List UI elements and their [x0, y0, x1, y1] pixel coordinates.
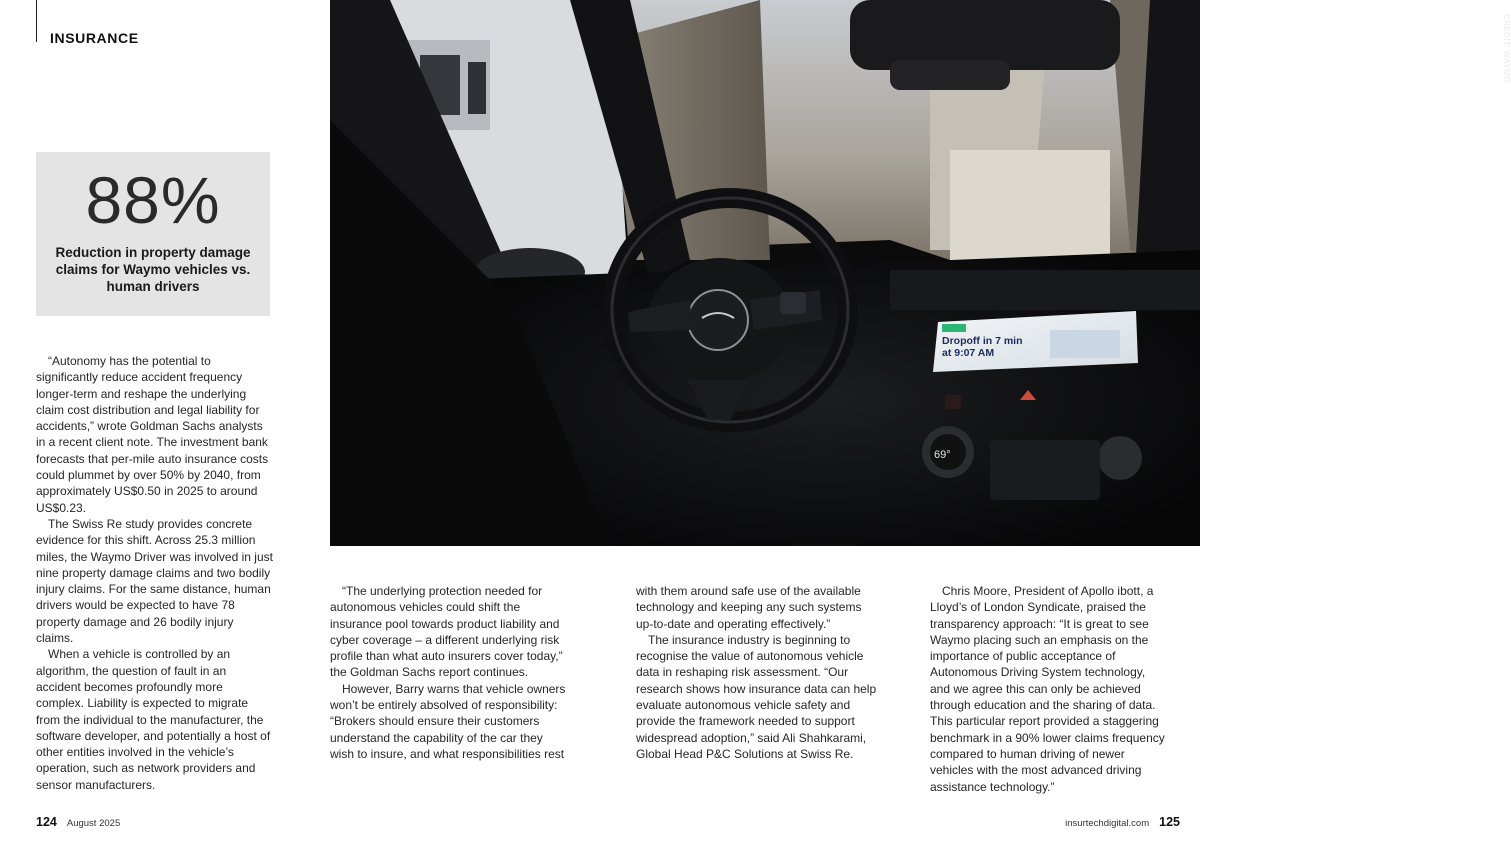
screen-headline-1: Dropoff in 7 min	[942, 335, 1023, 347]
stat-number: 88%	[85, 163, 221, 237]
photo-credit: CREDIT: WAYMO	[1502, 14, 1511, 83]
paragraph: Chris Moore, President of Apollo ibott, a Lloyd’s of London Syndicate, praised the transparency approach: “It is great to see Waymo placing such an emphasis on the importance of public acceptance of Autonomous Driving System technology, and we agree this can only be achieved through education and the sharing of data. This particular report provided a staggering benchmark in a 90% lower claims frequency compared to human driving of newer vehicles with the most advanced driving assistance technology.”	[930, 584, 1165, 794]
body-column-2	[330, 583, 566, 762]
paragraph: “Autonomy has the potential to significantly reduce accident frequency longer-term and reshape the underlying claim cost distribution and legal liability for accidents,” wrote Goldman Sachs analysts in a recent client note. The investment bank forecasts that per-mile auto insurance costs could plummet by over 50% by 2040, from approximately US$0.50 in 2025 to around US$0.23.	[36, 354, 269, 515]
paragraph: However, Barry warns that vehicle owners won’t be entirely absolved of responsibility: “Brokers should ensure their customers understand the capability of the car they wish to insure, and what responsibilities rest	[330, 681, 566, 761]
paragraph: “The underlying protection needed for autonomous vehicles could shift the insurance pool towards product liability and cyber coverage – a different underlying risk profile than what auto insurers cover today,” the Goldman Sachs report continues.	[330, 584, 563, 680]
body-column-3	[636, 583, 878, 762]
page-number-right: 125	[1159, 815, 1180, 829]
site-url: insurtechdigital.com	[1065, 818, 1150, 829]
footer-left	[36, 815, 120, 829]
issue-date: August 2025	[66, 818, 121, 829]
footer-right	[1065, 815, 1180, 829]
dial-temperature: 69°	[934, 449, 951, 461]
paragraph: The Swiss Re study provides concrete evidence for this shift. Across 25.3 million miles, the Waymo Driver was involved in just nine property damage claims and two bodily injury claims. For the same distance, human drivers would be expected to have 78 property damage and 26 bodily injury claims.	[36, 516, 273, 646]
screen-headline-2: at 9:07 AM	[942, 347, 995, 359]
body-column-1	[36, 353, 274, 793]
paragraph: with them around safe use of the available technology and keeping any such systems up-to-date and operating effectively.”	[636, 584, 862, 631]
paragraph: The insurance industry is beginning to recognise the value of autonomous vehicle data in reshaping risk assessment. “Our research shows how insurance data can help evaluate autonomous vehicle safety and provide the framework needed to support widespread adoption,” said Ali Shahkarami, Global Head P&C Solutions at Swiss Re.	[636, 632, 877, 761]
page-number-left: 124	[36, 815, 57, 829]
body-column-4	[930, 583, 1168, 795]
stat-callout	[36, 152, 270, 316]
section-rule	[36, 0, 37, 42]
car-interior-photo	[330, 0, 1511, 546]
stat-caption: Reduction in property damage claims for Waymo vehicles vs. human drivers	[55, 245, 251, 294]
section-label: INSURANCE	[50, 30, 139, 46]
paragraph: When a vehicle is controlled by an algorithm, the question of fault in an accident becomes profoundly more complex. Liability is expected to migrate from the individual to the manufacturer, the software developer, and potentially a host of other entities involved in the vehicle’s operation, such as network providers and sensor manufacturers.	[36, 647, 271, 792]
